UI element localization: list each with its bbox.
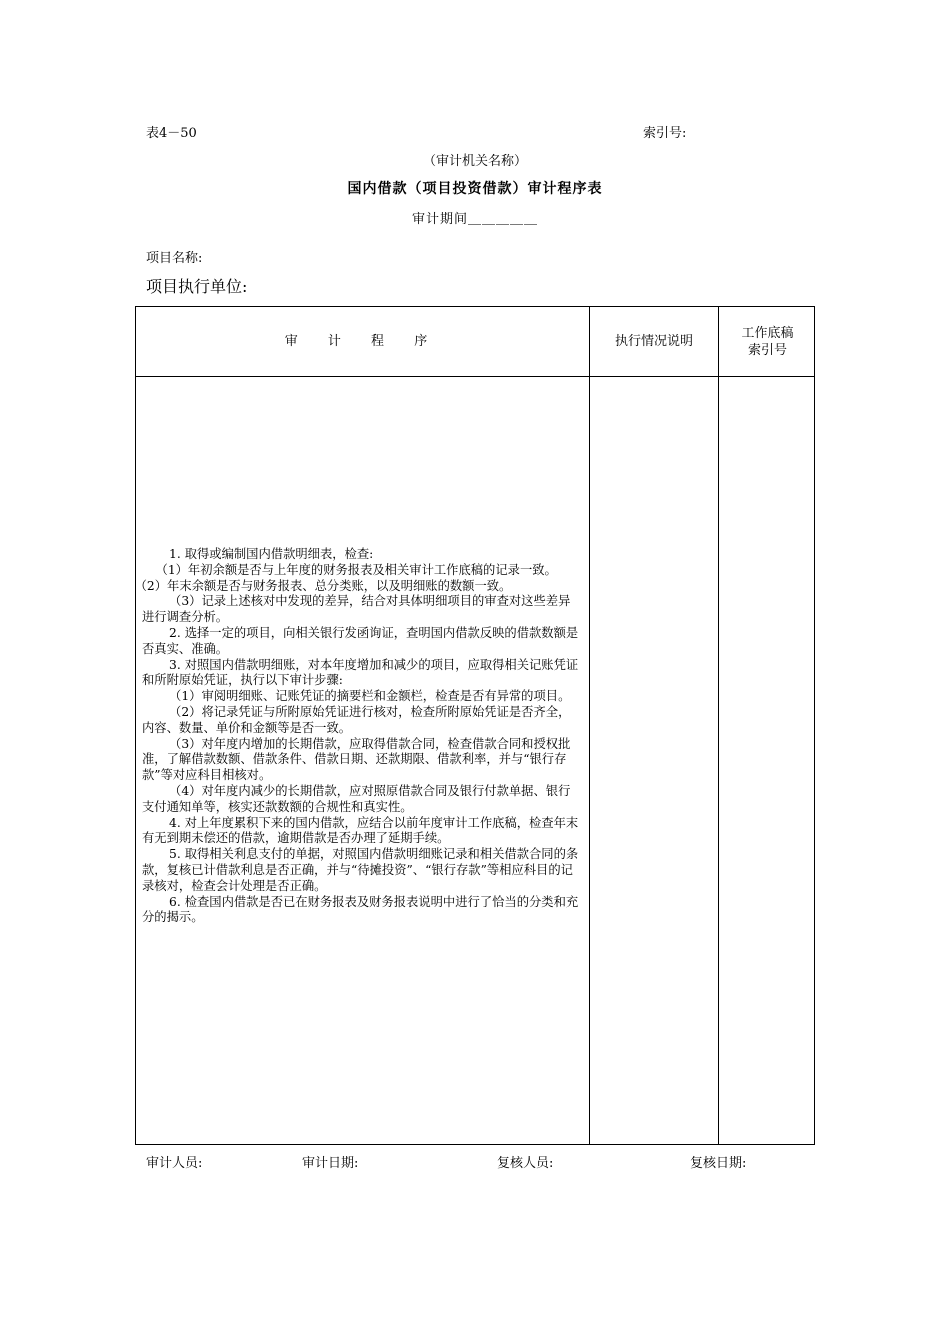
procedure-step: 2. 选择一定的项目，向相关银行发函询证，查明国内借款反映的借款数额是否真实、准确。 — [142, 625, 579, 656]
header-procedure: 审 计 程 序 — [284, 334, 441, 349]
procedure-step: 5. 取得相关利息支付的单据，对照国内借款明细账记录和相关借款合同的条款，复核已计借款利息是否正确，并与“待摊投资”、“银行存款”等相应科目的记录核对，检查会计处理是否正确。 — [142, 847, 579, 893]
audit-procedure-table — [135, 306, 815, 1145]
procedure-content — [134, 547, 582, 926]
auditor-label: 审计人员: — [146, 1156, 203, 1171]
project-name-label: 项目名称: — [146, 251, 203, 266]
procedure-step: （3）对年度内增加的长期借款，应取得借款合同，检查借款合同和授权批准，了解借款数额、借款条件、借款日期、还款期限、借款利率，并与“银行存款”等对应科目相核对。 — [142, 736, 571, 783]
audit-period: 审计期间＿＿＿＿＿ — [411, 212, 538, 227]
review-date-label: 复核日期: — [690, 1156, 747, 1171]
audit-org-name: （审计机关名称） — [422, 154, 527, 169]
procedure-step: （2）年末余额是否与财务报表、总分类账，以及明细账的数额一致。 — [134, 578, 512, 593]
document-title: 国内借款（项目投资借款）审计程序表 — [347, 181, 603, 197]
index-number-label: 索引号: — [643, 126, 687, 141]
procedure-step: （4）对年度内减少的长期借款，应对照原借款合同及银行付款单据、银行支付通知单等，核实还款数额的合规性和真实性。 — [142, 783, 571, 814]
header-execution-notes: 执行情况说明 — [614, 334, 693, 349]
project-exec-unit-label: 项目执行单位: — [146, 277, 248, 296]
table-code: 表4－50 — [146, 126, 197, 141]
column-divider — [589, 307, 590, 1144]
procedure-step: 4. 对上年度累积下来的国内借款，应结合以前年度审计工作底稿，检查年末有无到期未偿还的借款，逾期借款是否办理了延期手续。 — [142, 815, 579, 846]
header-ref-line2: 索引号 — [747, 342, 787, 358]
reviewer-label: 复核人员: — [497, 1156, 554, 1171]
procedure-step: 6. 检查国内借款是否已在财务报表及财务报表说明中进行了恰当的分类和充分的揭示。 — [142, 894, 579, 925]
procedure-step: 3. 对照国内借款明细账，对本年度增加和减少的项目，应取得相关记账凭证和所附原始凭证，执行以下审计步骤: — [142, 657, 579, 688]
header-workpaper-ref — [719, 307, 816, 376]
procedure-step: 1. 取得或编制国内借款明细表，检查: — [169, 547, 374, 561]
procedure-step: （1）审阅明细账、记账凭证的摘要栏和金额栏，检查是否有异常的项目。 — [169, 689, 571, 704]
header-divider — [136, 376, 814, 377]
procedure-step: （3）记录上述核对中发现的差异，结合对具体明细项目的审查对这些差异进行调查分析。 — [142, 594, 571, 625]
procedure-step: （1）年初余额是否与上年度的财务报表及相关审计工作底稿的记录一致。 — [155, 562, 557, 577]
procedure-step: （2）将记录凭证与所附原始凭证进行核对，检查所附原始凭证是否齐全，内容、数量、单价和金额等是否一致。 — [142, 704, 571, 735]
audit-date-label: 审计日期: — [302, 1156, 359, 1171]
column-divider — [718, 307, 719, 1144]
header-ref-line1: 工作底稿 — [741, 325, 794, 341]
